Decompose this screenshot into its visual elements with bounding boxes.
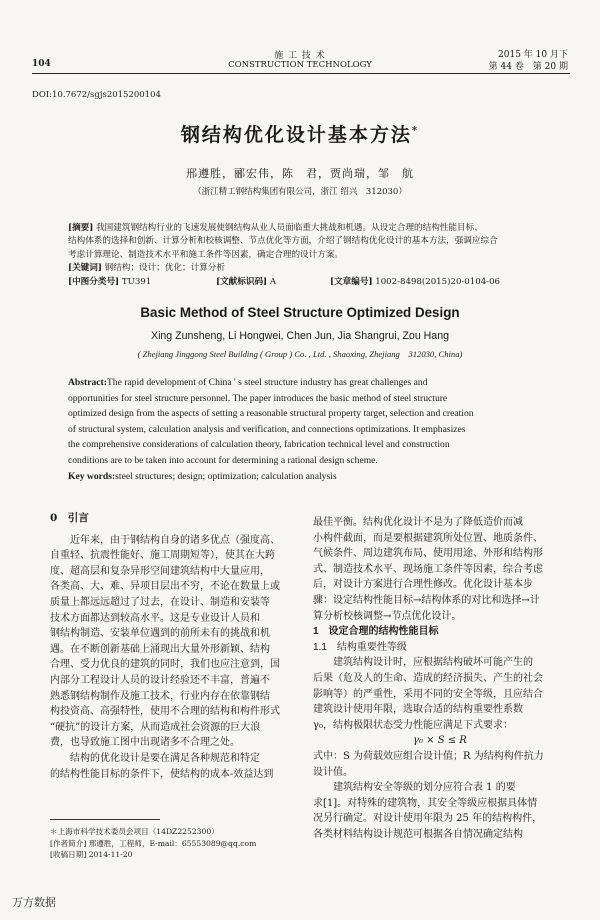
section-1-heading: 1 设定合理的结构性能目标 <box>313 626 439 638</box>
text-line: 气候条件、周边建筑布局、使用用途、外形和结构形 <box>313 548 543 560</box>
doi: DOI:10.7672/sgjs2015200104 <box>32 90 161 100</box>
text-line: 钢结构制造、安装单位遇到的前所未有的挑战和机 <box>50 628 270 640</box>
clc-value: TU391 <box>121 276 152 287</box>
page-number: 104 <box>32 59 51 69</box>
intro-paragraph-1 <box>50 533 300 751</box>
abstract-en-line: optimized design from the aspects of setting a reasonable structural property target, selection and creation <box>68 408 474 420</box>
watermark: 万方数据 <box>12 896 56 909</box>
text-line: 后果（危及人的生命、造成的经济损失、产生的社会 <box>313 672 543 684</box>
section-1-1-heading: 1.1 结构重要性等级 <box>313 641 407 653</box>
text-line: 影响等）的严重性，采用不同的安全等级，且应结合 <box>313 688 543 700</box>
clc-block <box>68 276 151 289</box>
abstract-en-line: opportunities for steel structure personnel. The paper introduces the basic method of steel structure <box>68 392 448 404</box>
abstract-cn-line: 我国建筑钢结构行业的飞速发展使钢结构从业人员面临重大挑战和机遇。从设定合理的结构性能目标、 <box>96 223 483 233</box>
continued-paragraph <box>313 515 565 624</box>
left-column <box>50 511 300 782</box>
text-line: 建筑设计使用年限，选取合适的结构重要性系数 <box>313 704 523 716</box>
text-line: 后，对设计方案进行合理性修改。优化设计基本步 <box>313 579 533 591</box>
doc-code-label: [文献标识码] <box>216 276 268 287</box>
section-1-1-paragraph <box>313 655 565 733</box>
abstract-cn-label: [摘要] <box>68 223 94 233</box>
title-cn <box>0 120 600 147</box>
affiliation-en: ( Zhejiang Jinggong Steel Building ( Group ) Co. , Ltd. , Shaoxing, Zhejiang 312030, China) <box>137 349 463 359</box>
text-line: 质量上都远远超过了过去，在设计、制造和安装等 <box>50 596 270 608</box>
authors-cn: 邢遵胜，郦宏伟，陈 君，贾尚瑞，邹 航 <box>186 167 414 180</box>
text-line: 自重轻、抗震性能好、施工周期短等），使其在大跨 <box>50 550 275 562</box>
text-line: 近年来，由于钢结构自身的诸多优点（强度高、 <box>70 534 280 546</box>
article-no-block <box>330 276 500 289</box>
text-line: 建筑结构设计时，应根据结构破坏可能产生的 <box>333 657 533 669</box>
formula-explanation <box>313 749 565 780</box>
funding-footnote: ＊上海市科学技术委员会项目（14DZ2252300） <box>50 827 219 836</box>
text-line: 技术方面都达到较高水平。这是专业设计人员和 <box>50 612 260 624</box>
received-date-footnote: [收稿日期] 2014-11-20 <box>50 850 133 859</box>
author-bio-footnote: [作者简介] 邢遵胜，工程师，E-mail：65553089@qq.com <box>50 838 257 848</box>
text-line: 的结构性能目标的条件下，使结构的成本-效益达到 <box>50 768 274 780</box>
journal-name-en: CONSTRUCTION TECHNOLOGY <box>228 60 372 70</box>
article-no-label: [文章编号] <box>330 276 373 287</box>
volume-issue: 第 44 卷 第 20 期 <box>488 62 568 72</box>
text-line: 求[1]。对特殊的建筑物，其安全等级应根据具体情 <box>313 797 538 809</box>
text-line: 算分析校核调整→节点优化设计。 <box>313 610 462 622</box>
abstract-en-line: conditions are to be taken into account for determining a rational design scheme. <box>68 454 378 466</box>
footnote-rule <box>50 819 160 820</box>
intro-paragraph-2 <box>50 751 300 782</box>
text-line: 式中：S 为荷载效应组合设计值；R 为结构构件抗力 <box>313 750 544 762</box>
title-cn-text: 钢结构优化设计基本方法 <box>180 124 412 146</box>
abstract-en-line: The rapid development of China ' s steel structure industry has great challenges and <box>106 377 428 388</box>
authors-en: Xing Zunsheng, Li Hongwei, Chen Jun, Jia Shangrui, Zou Hang <box>151 330 449 342</box>
text-line: 式、制造技术水平、现场施工条件等因素，综合考虑 <box>313 563 543 575</box>
abstract-cn <box>68 222 538 290</box>
text-line: 各类材料结构设计规范可根据各自情况确定结构 <box>313 828 523 840</box>
journal-name-cn: 施 工 技 术 <box>274 51 326 61</box>
keywords-cn-label: [关键词] <box>68 263 102 274</box>
affiliation-cn: （浙江精工钢结构集团有限公司，浙江 绍兴 312030） <box>193 187 407 197</box>
text-line: 构投资高、高强特性，使用不合理的结构和构件形式 <box>50 706 280 718</box>
keywords-en: steel structures; design; optimization; calculation analysis <box>115 470 337 482</box>
text-line: 结构的优化设计是要在满足各种规范和特定 <box>70 752 260 764</box>
issue-date: 2015 年 10 月下 <box>498 50 568 60</box>
text-line: 各类高、大、难、异项目层出不穷，不论在数量上或 <box>50 581 280 593</box>
header-rule <box>32 73 570 74</box>
text-line: 设计值。 <box>313 766 353 778</box>
abstract-en-line: the comprehensive considerations of calculation theory, fabrication technical level and construction <box>68 439 450 451</box>
formula: γ₀ × S ≤ R <box>413 735 467 747</box>
footnotes <box>50 826 300 861</box>
text-line: 建筑结构安全等级的划分应符合表 1 的要 <box>333 782 516 794</box>
text-line: 合理、受力优良的建筑的同时，我们也应注意到，国 <box>50 659 280 671</box>
section-0-heading: 0 引言 <box>50 512 89 524</box>
text-line: “硬抗”的设计方案，从而造成社会资源的巨大浪 <box>50 721 261 733</box>
doc-code-block <box>216 276 276 289</box>
title-en: Basic Method of Steel Structure Optimized Design <box>140 305 460 320</box>
keywords-cn: 钢结构；设计；优化；计算分析 <box>104 263 225 274</box>
article-no-value: 1002-8498(2015)20-0104-06 <box>375 276 501 287</box>
text-line: 熟悉钢结构制作及施工技术，行业内存在依靠钢结 <box>50 690 270 702</box>
text-line: 内部分工程设计人员的设计经验还不丰富，普遍不 <box>50 674 270 686</box>
doc-code-value: A <box>269 276 277 287</box>
text-line: γ₀，结构极限状态受力性能应满足下式要求： <box>313 719 513 731</box>
abstract-en <box>68 375 540 484</box>
text-line: 最佳平衡。结构优化设计不是为了降低造价而减 <box>313 517 523 528</box>
abstract-en-label: Abstract: <box>68 377 107 388</box>
text-line: 度、超高层和复杂异形空间建筑结构中大量应用， <box>50 565 270 577</box>
abstract-en-line: of structural system, calculation analysis and verification, and connections optimizations. It emphasizes <box>68 423 466 435</box>
abstract-cn-line: 结构体系的选择和创新、计算分析和校核调整、节点优化等方面，介绍了钢结构优化设计的基本方法，强调应综合 <box>68 236 498 247</box>
abstract-cn-line: 考虑计算理论、制造技术水平和施工条件等因素，确定合理的设计方案。 <box>68 249 344 260</box>
safety-grade-paragraph <box>313 780 565 842</box>
text-line: 费，也导致施工图中出现诸多不合理之处。 <box>50 737 240 749</box>
right-column <box>313 515 565 842</box>
keywords-en-label: Key words: <box>68 470 116 482</box>
title-footnote-mark: * <box>411 125 420 137</box>
text-line: 况另行确定。对设计使用年限为 25 年的结构构件， <box>313 813 543 825</box>
clc-label: [中图分类号] <box>68 276 120 287</box>
text-line: 骤：设定结构性能目标→结构体系的对比和选择→计 <box>313 594 540 606</box>
text-line: 遇。在不断创新基础上涌现出大量外形新颖、结构 <box>50 643 270 655</box>
text-line: 小构件截面，而是要根据建筑所处位置、地质条件、 <box>313 532 543 544</box>
